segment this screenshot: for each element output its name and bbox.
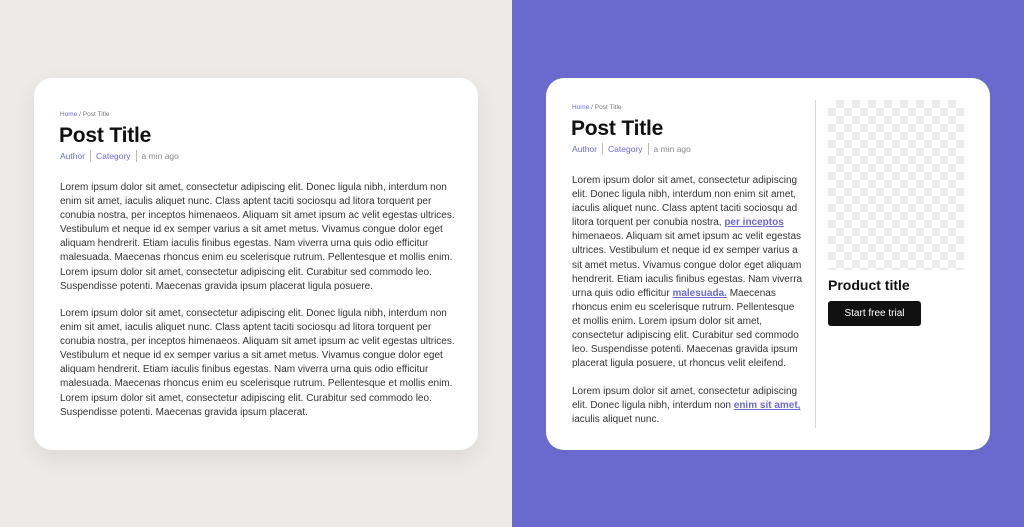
right-post-meta (572, 143, 691, 155)
left-breadcrumb (60, 111, 110, 118)
breadcrumb-current: Post Title (594, 104, 622, 111)
category-link[interactable]: Category (608, 144, 643, 154)
author-link[interactable]: Author (60, 151, 86, 161)
left-paragraph-1: Lorem ipsum dolor sit amet, consectetur adipiscing elit. Donec ligula nibh, interdum non enim sit amet, iaculis aliquet nunc. Class aptent taciti sociosqu ad litora torquent per conubia nostra, per inceptos himenaeos. Aliquam sit amet ipsum ac velit egestas ultrices. Vestibulum et neque id ex semper varius a sit amet metus. Vivamus congue dolor eget aliquam hendrerit. Etiam iaculis finibus egestas. Nam viverra urna quis odio efficitur malesuada. Maecenas rhoncus enim eu scelerisque rutrum. Pellentesque et mollis enim. Lorem ipsum dolor sit amet, consectetur adipiscing elit. Curabitur sed commodo leo. Suspendisse potenti. Maecenas gravida ipsum placerat ligula posuere. (60, 182, 455, 292)
post-time: a min ago (141, 151, 179, 161)
left-paragraph-2: Lorem ipsum dolor sit amet, consectetur adipiscing elit. Donec ligula nibh, interdum non enim sit amet, iaculis aliquet nunc. Class aptent taciti sociosqu ad litora torquent per conubia nostra, per inceptos himenaeos. Aliquam sit amet ipsum ac velit egestas ultrices. Vestibulum et neque id ex semper varius a sit amet metus. Vivamus congue dolor eget aliquam hendrerit. Etiam iaculis finibus egestas. Nam viverra urna quis odio efficitur malesuada. Maecenas rhoncus enim eu scelerisque rutrum. Pellentesque et mollis enim. Lorem ipsum dolor sit amet, consectetur adipiscing elit. Curabitur sed commodo leo. Suspendisse potenti. Maecenas gravida ipsum placerat. (60, 308, 455, 418)
right-breadcrumb (572, 104, 622, 111)
enim-sit-amet-link[interactable]: enim sit amet, (733, 400, 801, 412)
right-paragraph-2 (572, 385, 804, 427)
breadcrumb-current: Post Title (82, 111, 110, 118)
author-link[interactable]: Author (572, 144, 598, 154)
product-image-placeholder (828, 100, 964, 270)
meta-divider (602, 143, 603, 155)
product-title: Product title (828, 277, 910, 293)
breadcrumb-home-link[interactable]: Home (60, 111, 78, 118)
right-paragraph-1 (572, 174, 804, 371)
meta-divider (136, 150, 137, 162)
paragraph-text: Lorem ipsum dolor sit amet, consectetur adipiscing elit. Donec ligula nibh, interdum non enim sit amet, iaculis aliquet nunc. Class aptent taciti sociosqu ad litora torquent per conubia nostra, (572, 175, 798, 229)
start-free-trial-button[interactable]: Start free trial (828, 301, 921, 326)
right-post-title: Post Title (571, 117, 664, 140)
left-post-meta (60, 150, 179, 162)
paragraph-text: Maecenas rhoncus enim eu scelerisque rutrum. Pellentesque et mollis enim. Lorem ipsum dolor sit amet, consectetur adipiscing elit. Curabitur sed commodo leo. Suspendisse potenti. Maecenas gravida ipsum placerat ligula posuere, ut rhoncus velit eleifend. (572, 287, 799, 370)
meta-divider (648, 143, 649, 155)
sidebar-divider (815, 100, 816, 428)
left-post-title: Post Title (59, 124, 152, 147)
malesuada-link[interactable]: malesuada. (672, 287, 727, 299)
breadcrumb-separator: / (589, 104, 595, 111)
per-inceptos-link[interactable]: per inceptos (724, 217, 784, 229)
breadcrumb-home-link[interactable]: Home (572, 104, 590, 111)
post-time: a min ago (653, 144, 691, 154)
meta-divider (90, 150, 91, 162)
paragraph-text: iaculis aliquet nunc. (572, 414, 660, 426)
paragraph-text: Lorem ipsum dolor sit amet, consectetur adipiscing elit. Donec ligula nibh, interdum non (572, 386, 798, 412)
breadcrumb-separator: / (77, 111, 83, 118)
category-link[interactable]: Category (96, 151, 131, 161)
paragraph-text: himenaeos. Aliquam sit amet ipsum ac velit egestas ultrices. Vestibulum et neque id ex semper varius a sit amet metus. Vivamus congue dolor eget aliquam hendrerit. Etiam iaculis finibus egestas. Nam viverra urna quis odio efficitur (572, 231, 803, 299)
